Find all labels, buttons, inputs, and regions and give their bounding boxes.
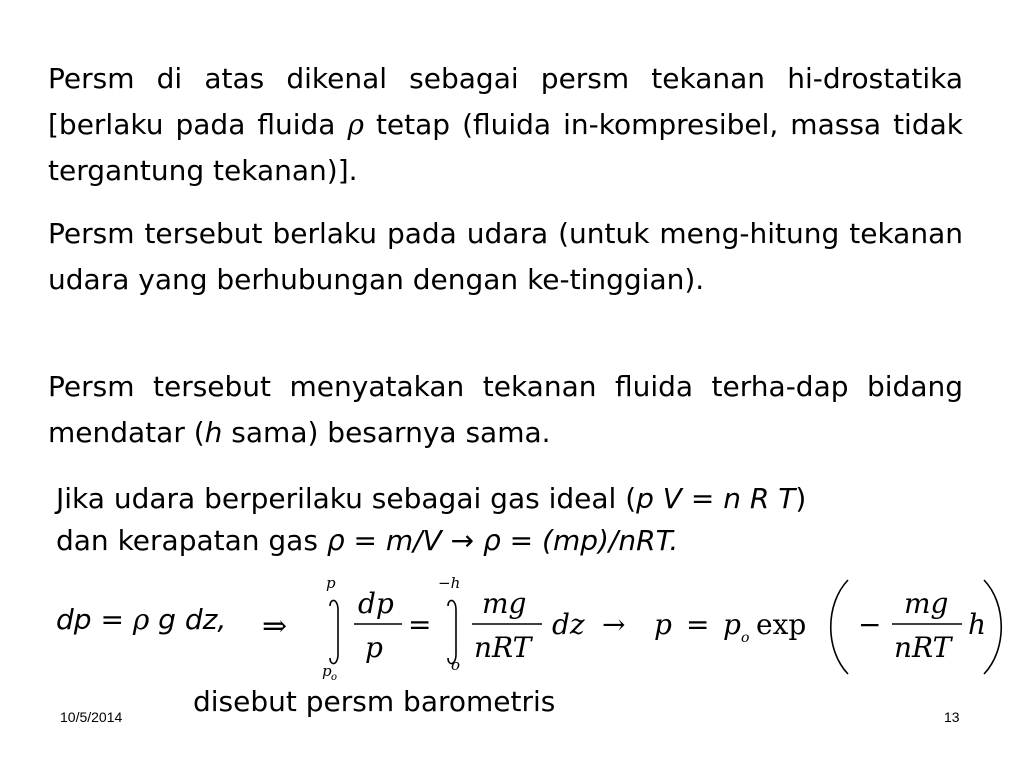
paragraph-text: dan kerapatan gas bbox=[56, 524, 327, 557]
ideal-gas-line bbox=[56, 478, 996, 520]
integral2-upper-limit: −h bbox=[438, 574, 461, 592]
paragraph-text: ) bbox=[795, 482, 807, 515]
integral2-sign bbox=[448, 600, 456, 663]
rho-symbol: ρ bbox=[132, 603, 150, 636]
h-symbol: h bbox=[204, 416, 223, 449]
integral2-lower-limit: o bbox=[451, 656, 461, 674]
paragraph-text: tetap (fluida in-kompresibel, massa tidak tergantung tekanan)]. bbox=[48, 108, 963, 187]
equals-sign-1: = bbox=[408, 608, 432, 641]
height-term: h bbox=[968, 608, 987, 641]
dz-term: dz bbox=[552, 608, 585, 641]
density-result-formula: ρ = (mp)/nRT. bbox=[483, 524, 679, 557]
fraction2-denominator: nRT bbox=[474, 631, 532, 664]
formula-caption: disebut persm barometris bbox=[193, 685, 556, 718]
equals-sign: = bbox=[91, 603, 133, 636]
arrow-symbol: → bbox=[602, 608, 626, 641]
fraction1-denominator: p bbox=[365, 631, 383, 664]
footer-date: 10/5/2014 bbox=[60, 709, 123, 725]
paragraph-air: Persm tersebut berlaku pada udara (untuk meng-hitung tekanan udara yang berhubungan dengan ke-tinggian). bbox=[48, 217, 963, 296]
implies-symbol: ⇒ bbox=[262, 609, 288, 644]
exp-function: exp bbox=[756, 608, 807, 641]
g-dz-term: g dz, bbox=[149, 603, 227, 636]
fraction1-numerator: dp bbox=[358, 587, 394, 620]
paragraph-text: Persm di atas dikenal sebagai persm tekanan hi-drostatika [berlaku pada fluida bbox=[48, 62, 963, 141]
integral1-sign bbox=[330, 600, 338, 663]
fraction3-denominator: nRT bbox=[894, 631, 952, 664]
dp-term: dp bbox=[56, 603, 92, 636]
integral1-lower-limit: p bbox=[322, 662, 332, 680]
integral1-upper-limit: p bbox=[326, 574, 336, 592]
fraction3-numerator: mg bbox=[904, 587, 949, 620]
arrow-symbol: → bbox=[441, 524, 483, 557]
integral1-lower-subscript: o bbox=[331, 672, 338, 682]
density-line bbox=[56, 520, 996, 562]
equals-sign-2: = bbox=[686, 608, 710, 641]
paragraph-horizontal-plane bbox=[48, 364, 963, 456]
barometric-formula bbox=[262, 570, 1012, 682]
minus-sign: − bbox=[858, 608, 882, 641]
paragraph-text: sama) besarnya sama. bbox=[222, 416, 551, 449]
right-parenthesis bbox=[984, 580, 1001, 674]
reference-pressure-subscript: o bbox=[741, 630, 750, 646]
paragraph-text: Jika udara berperilaku sebagai gas ideal ( bbox=[56, 482, 637, 515]
fraction2-numerator: mg bbox=[482, 587, 527, 620]
paragraph-text: Persm tersebut menyatakan tekanan fluida terha-dap bidang mendatar ( bbox=[48, 370, 963, 449]
density-formula: ρ = m/V bbox=[326, 524, 442, 557]
page-number: 13 bbox=[944, 709, 960, 725]
pressure-term: p bbox=[654, 608, 672, 641]
left-parenthesis bbox=[831, 580, 848, 674]
differential-equation bbox=[56, 600, 226, 640]
rho-symbol: ρ bbox=[347, 108, 364, 141]
reference-pressure: p bbox=[723, 608, 741, 641]
ideal-gas-law: p V = n R T bbox=[636, 482, 796, 515]
paragraph-hydrostatic bbox=[48, 56, 963, 194]
